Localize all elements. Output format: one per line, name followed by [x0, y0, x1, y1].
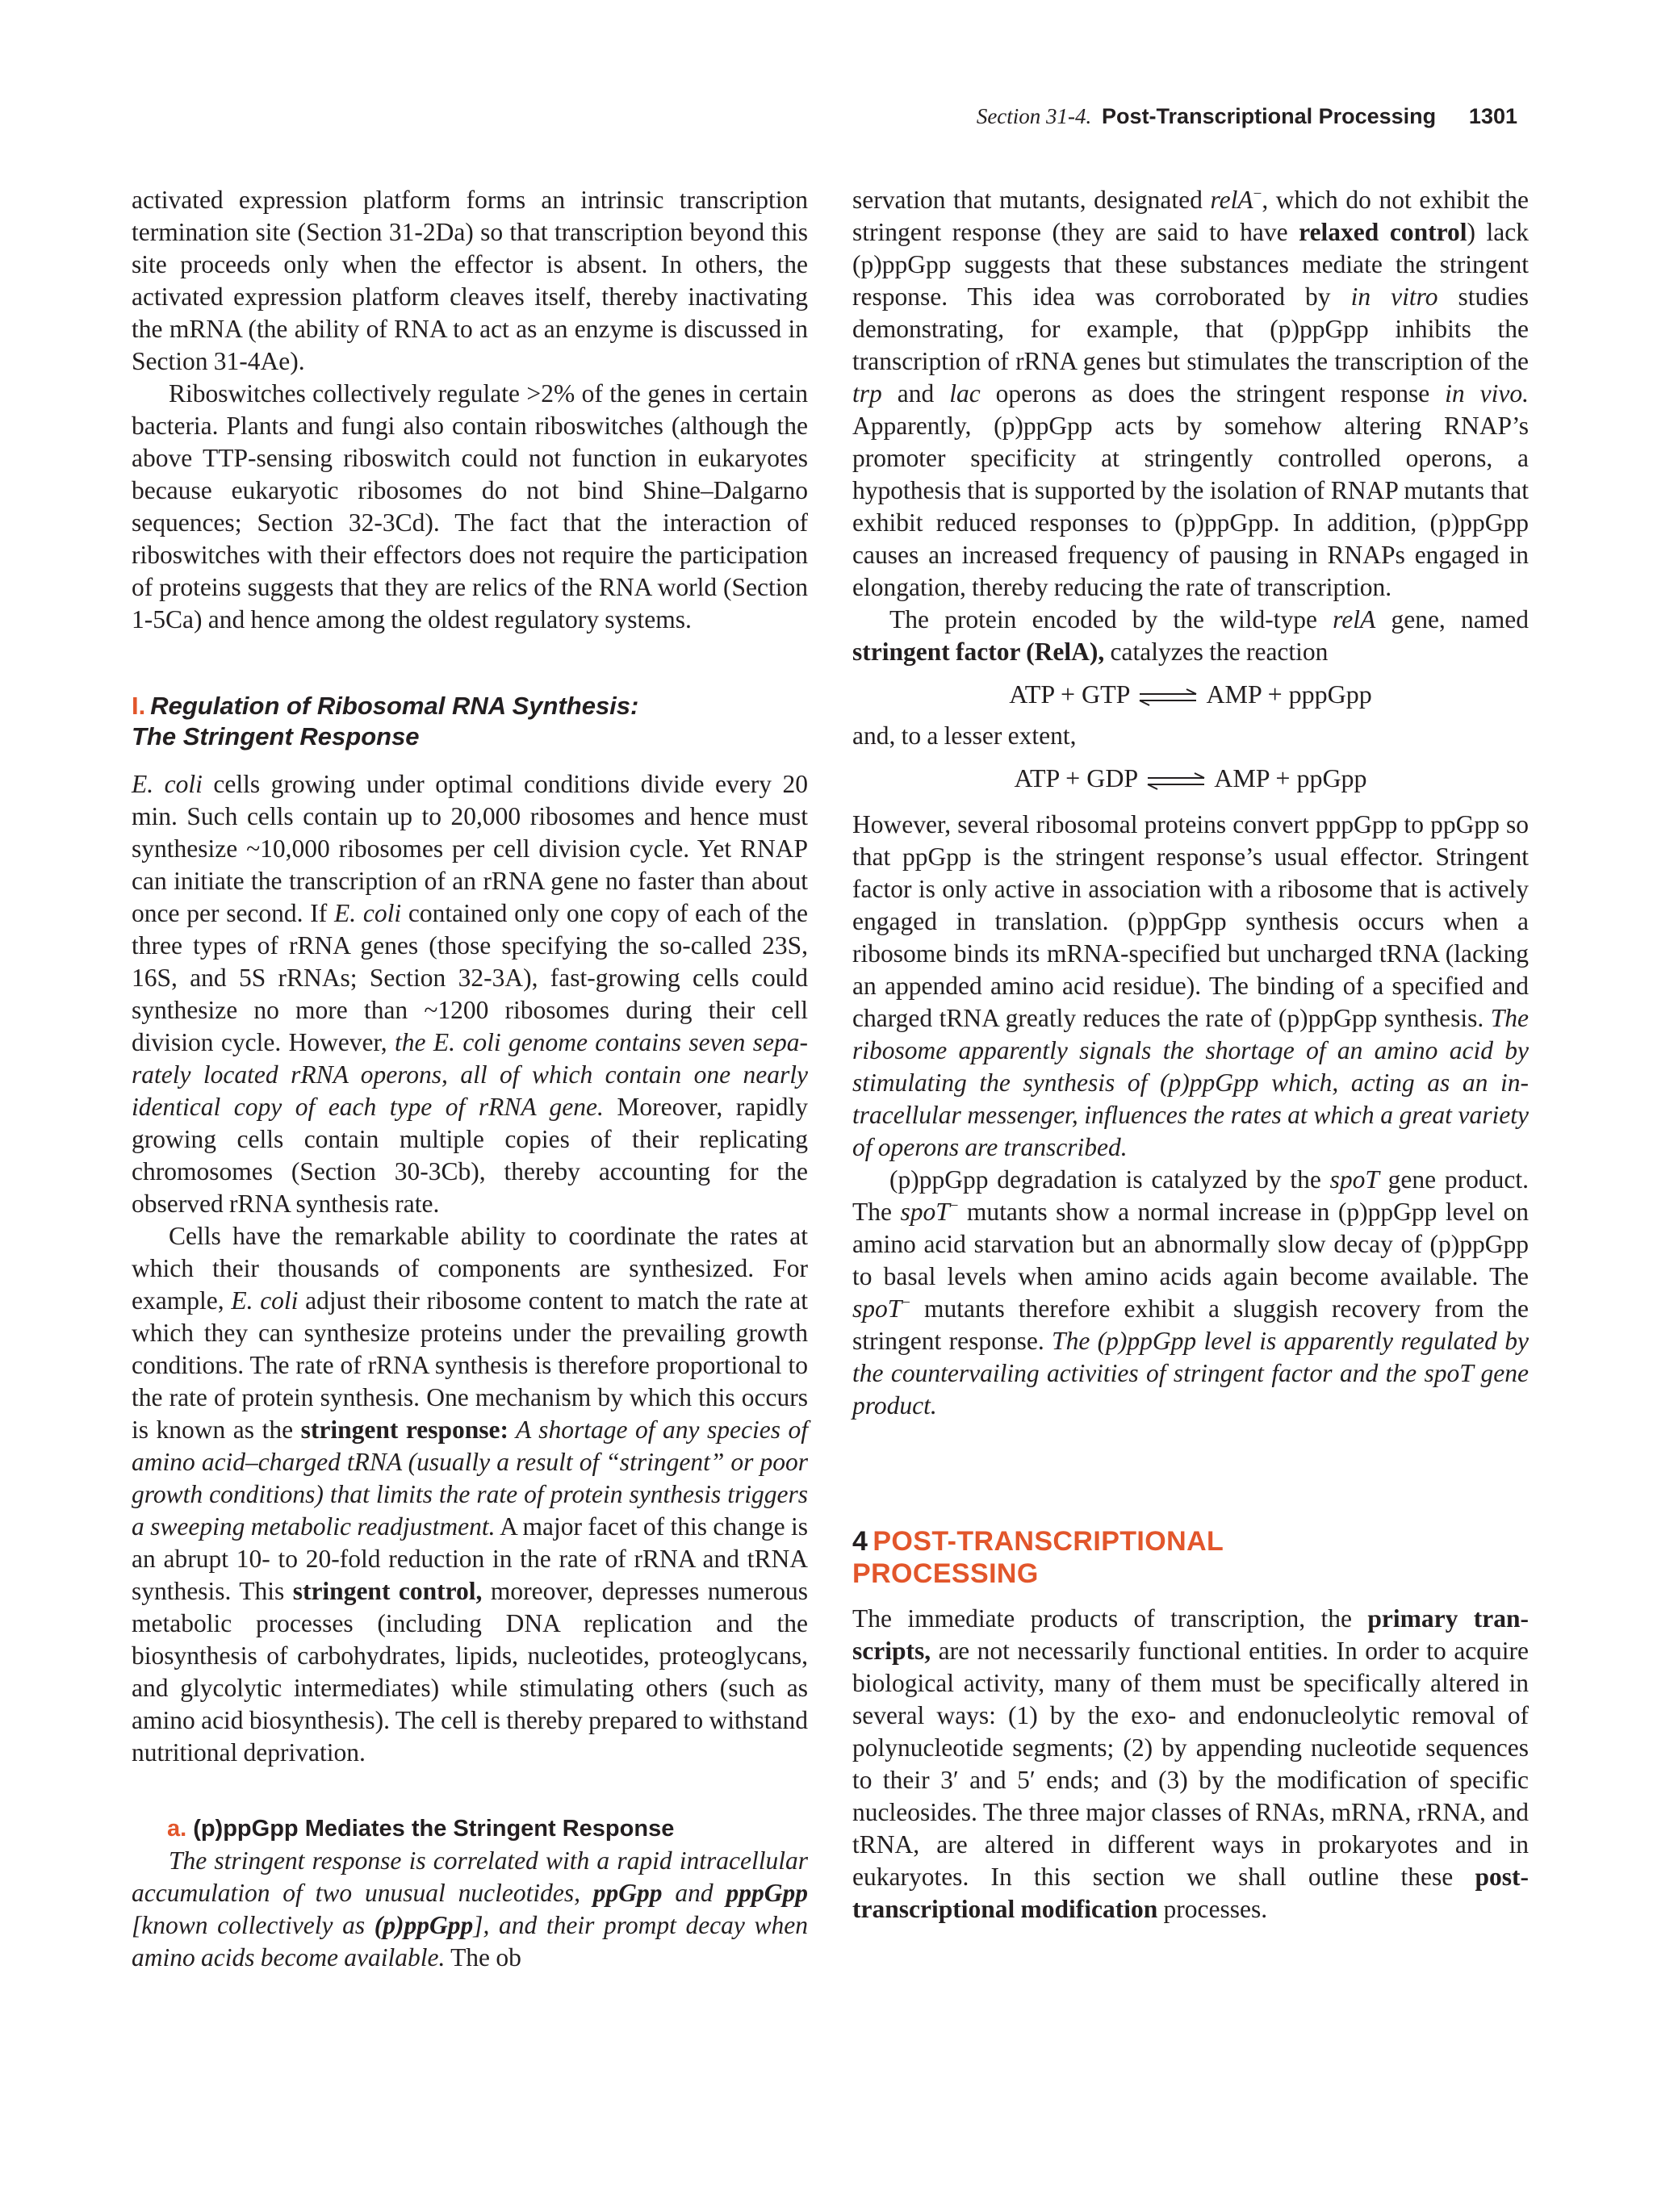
- right-paragraph-4: (p)ppGpp degradation is catalyzed by the spoT gene product. The spoT− mutants show a normal increase in (p)ppGpp level on amino acid starvation but an abnormally slow decay of (p)ppGpp to basal levels when amino acids again become available. The spoT− mutants therefore exhibit a sluggish recovery from the stringent response. The (p)ppGpp level is apparently regulated by the countervailing activities of stringent factor and the spoT gene product.: [852, 1165, 1529, 1420]
- right-paragraph-5: The immediate products of transcription, the primary transcripts, are not necessarily functional entities. In order to acquire biological activity, many of them must be specifically altered in several ways: (1) by the exo- and endonucleolytic removal of polynucleotide segments; (2) by appending nucleotide sequences to their 3′ and 5′ ends; and (3) by the modification of specific nucleosides. The three major classes of RNAs, mRNA, rRNA, and tRNA, are altered in different ways in prokaryotes and in eukaryotes. In this section we shall outline these post-transcriptional modification processes.: [852, 1604, 1529, 1923]
- equation-2: ATP + GDP AMP + ppGpp: [1014, 763, 1367, 792]
- section-heading-line-2: The Stringent Response: [132, 722, 420, 751]
- right-connector-text: and, to a lesser extent,: [852, 721, 1077, 750]
- running-head-title: Post-Transcriptional Processing: [1102, 104, 1437, 128]
- chapter-section-number: 4: [852, 1526, 868, 1557]
- equilibrium-arrow-icon: [1138, 688, 1198, 706]
- left-column: [132, 184, 808, 1974]
- left-paragraph-2: Riboswitches collectively regulate >2% of the genes in certain bacteria. Plants and fungi also contain riboswitches (although the above TTP-sensing riboswitch could not function in eukaryotes because eukaryotic ribosomes do not bind Shine–Dalgarno sequences; Section 32-3Cd). The fact that the interaction of riboswitches with their effectors does not require the participation of proteins suggests that they are relics of the RNA world (Section 1-5Ca) and hence among the oldest regulatory systems.: [132, 379, 808, 633]
- running-head: [807, 102, 1517, 131]
- section-heading-letter: I.: [132, 692, 146, 720]
- section-heading-line-1: Regulation of Ribosomal RNA Synthesis:: [150, 692, 639, 720]
- chapter-section-line-1: POST-TRANSCRIPTIONAL: [873, 1526, 1224, 1557]
- right-column: [852, 184, 1529, 1926]
- right-paragraph-3: However, several ribosomal proteins convert pppGpp to ppGpp so that ppGpp is the stringent response’s usual effector. Stringent factor is only active in association with a ribosome that is actively engaged in translation. (p)ppGpp synthesis occurs when a ribosome binds its mRNA-specified but uncharged tRNA (lacking an appended amino acid residue). The binding of a specified and charged tRNA greatly reduces the rate of (p)ppGpp synthesis. The ribosome apparently signals the shortage of an amino acid by stimulating the synthesis of (p)ppGpp which, acting as an intracellular messenger, influences the rates at which a great variety of operons are transcribed.: [852, 810, 1529, 1161]
- equation-1: ATP + GTP AMP + pppGpp: [1009, 679, 1372, 709]
- subsection-heading-ppgpp: [132, 1813, 808, 1845]
- left-paragraph-4: Cells have the remarkable ability to coordinate the rates at which their thousands of components are synthesized. For example, E. coli adjust their ribosome content to match the rate at which they can synthesize proteins under the prevailing growth conditions. The rate of rRNA synthesis is therefore proportional to the rate of protein synthesis. One mechanism by which this occurs is known as the stringent response: A shortage of any species of amino acid–charged tRNA (usually a result of “stringent” or poor growth conditions) that limits the rate of protein synthesis triggers a sweeping metabolic readjustment. A major facet of this change is an abrupt 10- to 20-fold reduction in the rate of rRNA and tRNA synthesis. This stringent control, moreover, depresses numerous metabolic processes (including DNA replication and the biosynthesis of carbohydrates, lipids, nucleotides, proteoglycans, and glycolytic intermediates) while stimulating others (such as amino acid biosynthesis). The cell is thereby prepared to withstand nutritional deprivation.: [132, 1222, 809, 1767]
- page-number: 1301: [1468, 104, 1517, 128]
- subsection-heading-title: (p)ppGpp Mediates the Stringent Response: [193, 1816, 675, 1842]
- left-paragraph-1: activated expression platform forms an intrinsic transcription termination site (Section 31-2Da) so that transcription beyond this site proceeds only when the effector is absent. In others, the activated expression platform cleaves itself, thereby inactivating the mRNA (the ability of RNA to act as an enzyme is discussed in Section 31-4Ae).: [132, 186, 808, 375]
- right-paragraph-2: The protein encoded by the wild-type relA gene, named stringent factor (RelA), catalyzes the reaction: [852, 605, 1529, 666]
- chapter-section-line-2: PROCESSING: [852, 1558, 1039, 1589]
- left-paragraph-3: E. coli cells growing under optimal conditions divide every 20 min. Such cells contain up to 20,000 ribosomes and hence must synthesize ~10,000 ribosomes per cell division cycle. Yet RNAP can initiate the transcription of an rRNA gene no faster than about once per second. If E. coli contained only one copy of each of the three types of rRNA genes (those specifying the so-called 23S, 16S, and 5S rRNAs; Section 32-3A), fast-growing cells could synthesize no more than ~1200 ribosomes during their cell division cycle. However, the E. coli genome contains seven separately located rRNA operons, all of which contain one nearly identical copy of each type of rRNA gene. Moreover, rapidly growing cells contain multiple copies of their replicating chromosomes (Section 30-3Cb), thereby accounting for the observed rRNA synthesis rate.: [132, 770, 809, 1218]
- equilibrium-arrow-icon: [1146, 772, 1206, 790]
- left-paragraph-5: The stringent response is correlated with a rapid intracellular accumulation of two unusual nucleotides, ppGpp and pppGpp [known collectively as (p)ppGpp], and their prompt decay when amino acids become available. The ob: [132, 1846, 808, 1972]
- running-head-section: Section 31-4.: [976, 104, 1092, 128]
- right-paragraph-1: servation that mutants, designated relA−, which do not exhibit the stringent response (they are said to have relaxed control) lack (p)ppGpp suggests that these substances mediate the stringent response. This idea was corroborated by in vitro studies demonstrating, for example, that (p)ppGpp inhibits the transcription of rRNA genes but stimulates the transcription of the trp and lac operons as does the stringent response in vivo. Apparently, (p)ppGpp acts by somehow altering RNAP’s promoter specificity at stringently controlled operons, a hypothesis that is supported by the isolation of RNAP mutants that exhibit reduced responses to (p)ppGpp. In addition, (p)ppGpp causes an increased frequency of pausing in RNAPs engaged in elongation, thereby reducing the rate of transcription.: [852, 186, 1530, 601]
- subsection-heading-letter: a.: [167, 1816, 187, 1842]
- chapter-section-heading: [852, 1525, 1529, 1590]
- section-heading-stringent: [132, 691, 808, 752]
